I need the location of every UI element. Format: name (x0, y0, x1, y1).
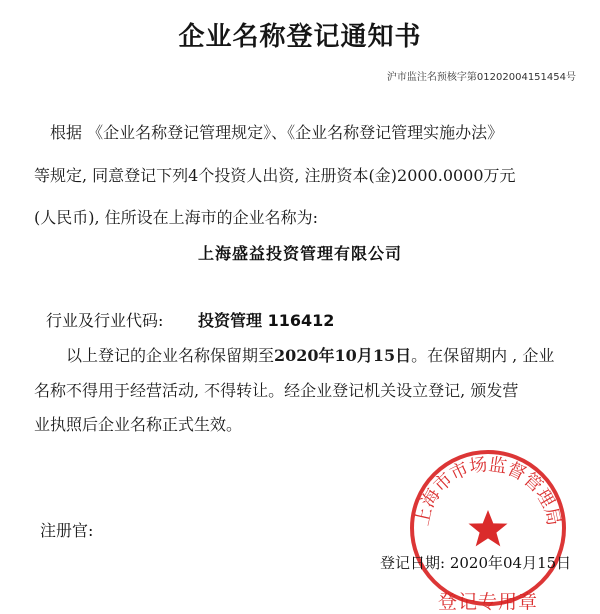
paragraph1-line2-text: 等规定, 同意登记下列4个投资人出资, 注册资本(金) (34, 166, 398, 185)
paragraph2-line3: 业执照后企业名称正式生效。 (34, 415, 243, 434)
paragraph1-line2 (34, 163, 516, 186)
name-expiry-date: 2020年10月15日 (274, 346, 412, 365)
paragraph2-line1-text: 以上登记的企业名称保留期至 (66, 346, 275, 365)
reference-number: 沪市监注名预核字第01202004151454号 (386, 72, 576, 83)
company-name: 上海盛益投资管理有限公司 (197, 244, 402, 263)
registrar-label: 注册官: (40, 521, 94, 540)
industry-value: 投资管理 116412 (198, 311, 335, 330)
document-title: 企业名称登记通知书 (178, 22, 422, 52)
paragraph2-line1 (66, 343, 554, 366)
paragraph2-line2: 名称不得用于经营活动, 不得转让。经企业登记机关设立登记, 颁发营 (34, 381, 519, 400)
paragraph1-line3: (人民币), 住所设在上海市的企业名称为: (34, 208, 319, 227)
registration-date: 登记日期: 2020年04月15日 (380, 554, 572, 572)
seal-title: 登记专用章 (437, 591, 538, 613)
industry-label: 行业及行业代码: (46, 311, 164, 330)
registered-capital: 2000.0000万元 (397, 166, 516, 185)
paragraph1-line1: 根据 《企业名称登记管理规定》、《企业名称登记管理实施办法》 (50, 123, 504, 142)
seal-star-icon (469, 510, 508, 546)
seal-ring-text: 上海市市场监督管理局 (411, 454, 565, 528)
official-seal (408, 448, 568, 608)
paragraph2-line1-suffix: 。在保留期内 , 企业 (411, 346, 555, 365)
